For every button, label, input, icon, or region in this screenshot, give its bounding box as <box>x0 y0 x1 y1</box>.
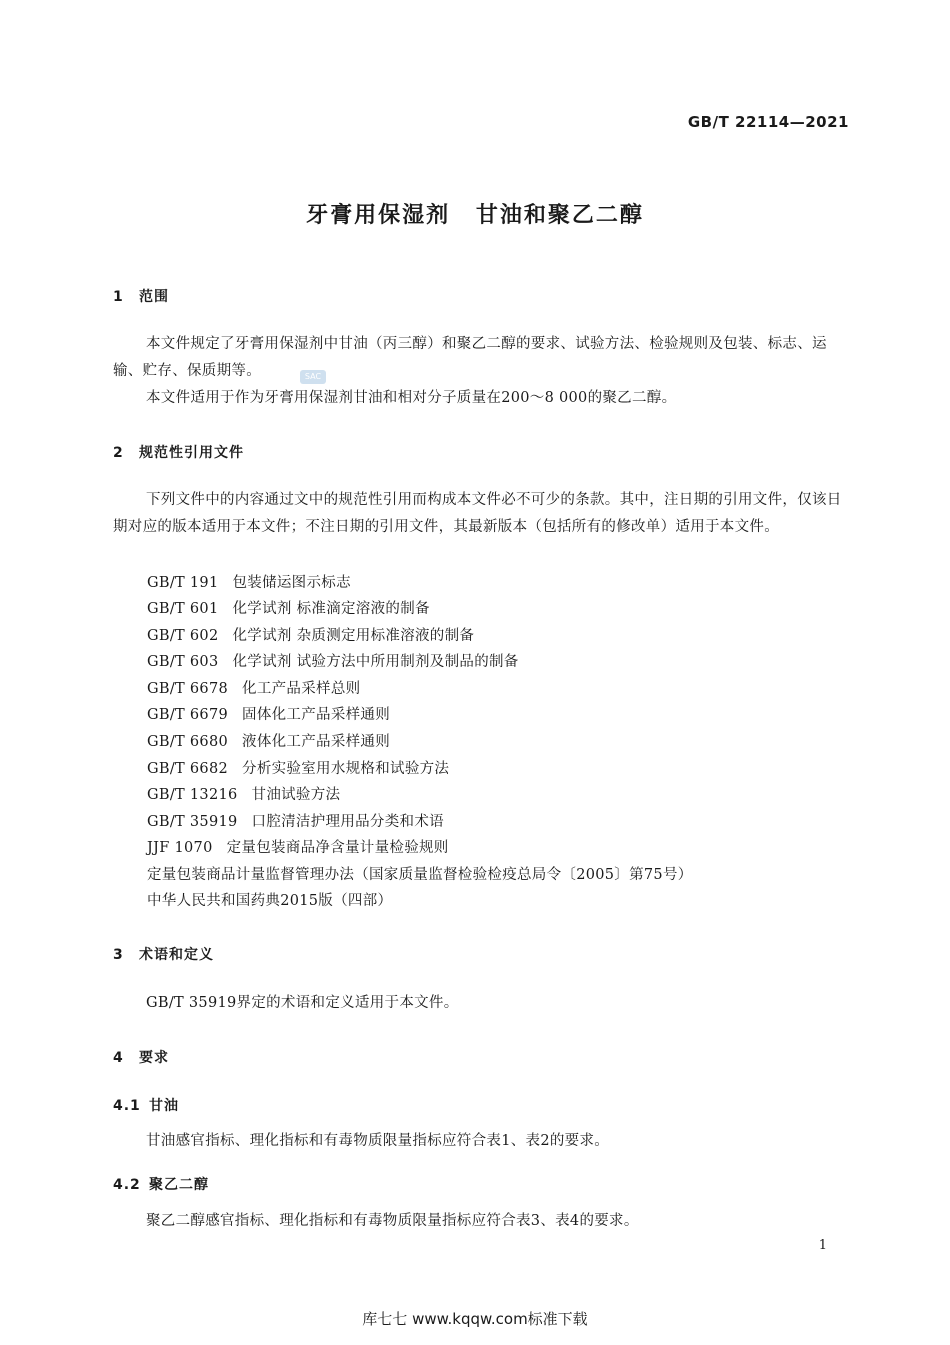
reference-item: GB/T 6682 分析实验室用水规格和试验方法 <box>147 761 450 777</box>
section-title: 规范性引用文件 <box>139 445 244 461</box>
reference-item: 定量包装商品计量监督管理办法（国家质量监督检验检疫总局令〔2005〕第75号） <box>147 867 693 883</box>
section-1-paragraph-1: 本文件规定了牙膏用保湿剂中甘油（丙三醇）和聚乙二醇的要求、试验方法、检验规则及包装、标志、运输、贮存、保质期等。 <box>113 336 827 379</box>
sac-watermark: SAC <box>300 370 326 384</box>
subsection-4-1-heading <box>113 1095 179 1115</box>
reference-item: JJF 1070 定量包装商品净含量计量检验规则 <box>147 840 449 856</box>
reference-item: GB/T 191 包装储运图示标志 <box>147 575 351 591</box>
reference-item: GB/T 6679 固体化工产品采样通则 <box>147 707 391 723</box>
page-number: 1 <box>818 1238 827 1253</box>
subsection-title: 聚乙二醇 <box>149 1177 209 1193</box>
standard-number: GB/T 22114—2021 <box>687 113 849 131</box>
section-number: 2 <box>113 445 124 461</box>
document-title: 牙膏用保湿剂 甘油和聚乙二醇 <box>306 203 644 228</box>
reference-item: GB/T 35919 口腔清洁护理用品分类和术语 <box>147 814 444 830</box>
reference-item: GB/T 601 化学试剂 标准滴定溶液的制备 <box>147 601 430 617</box>
section-number: 3 <box>113 947 124 963</box>
section-title: 要求 <box>139 1050 169 1066</box>
section-number: 4 <box>113 1050 124 1066</box>
reference-item: GB/T 602 化学试剂 杂质测定用标准溶液的制备 <box>147 628 475 644</box>
reference-item: GB/T 6680 液体化工产品采样通则 <box>147 734 391 750</box>
section-3-heading <box>113 944 214 964</box>
section-3-paragraph-1: GB/T 35919界定的术语和定义适用于本文件。 <box>146 995 459 1011</box>
section-title: 范围 <box>139 289 169 305</box>
reference-item: 中华人民共和国药典2015版（四部） <box>147 893 393 909</box>
download-footer: 库七七 www.kqqw.com标准下载 <box>362 1310 588 1328</box>
reference-item: GB/T 603 化学试剂 试验方法中所用制剂及制品的制备 <box>147 654 519 670</box>
subsection-4-2-heading <box>113 1174 209 1194</box>
section-2-paragraph-1: 下列文件中的内容通过文中的规范性引用而构成本文件必不可少的条款。其中，注日期的引用文件，仅该日期对应的版本适用于本文件；不注日期的引用文件，其最新版本（包括所有的修改单）适用于本文件。 <box>113 492 842 535</box>
subsection-number: 4.2 <box>113 1177 141 1193</box>
section-4-heading <box>113 1047 169 1067</box>
reference-item: GB/T 6678 化工产品采样总则 <box>147 681 361 697</box>
section-1-paragraph-2: 本文件适用于作为牙膏用保湿剂甘油和相对分子质量在200～8 000的聚乙二醇。 <box>146 390 677 406</box>
section-number: 1 <box>113 289 124 305</box>
section-2-heading <box>113 442 244 462</box>
subsection-4-1-paragraph: 甘油感官指标、理化指标和有毒物质限量指标应符合表1、表2的要求。 <box>146 1133 610 1149</box>
subsection-4-2-paragraph: 聚乙二醇感官指标、理化指标和有毒物质限量指标应符合表3、表4的要求。 <box>146 1213 639 1229</box>
subsection-title: 甘油 <box>149 1098 179 1114</box>
subsection-number: 4.1 <box>113 1098 141 1114</box>
section-title: 术语和定义 <box>139 947 214 963</box>
section-1-heading <box>113 286 169 306</box>
reference-item: GB/T 13216 甘油试验方法 <box>147 787 341 803</box>
